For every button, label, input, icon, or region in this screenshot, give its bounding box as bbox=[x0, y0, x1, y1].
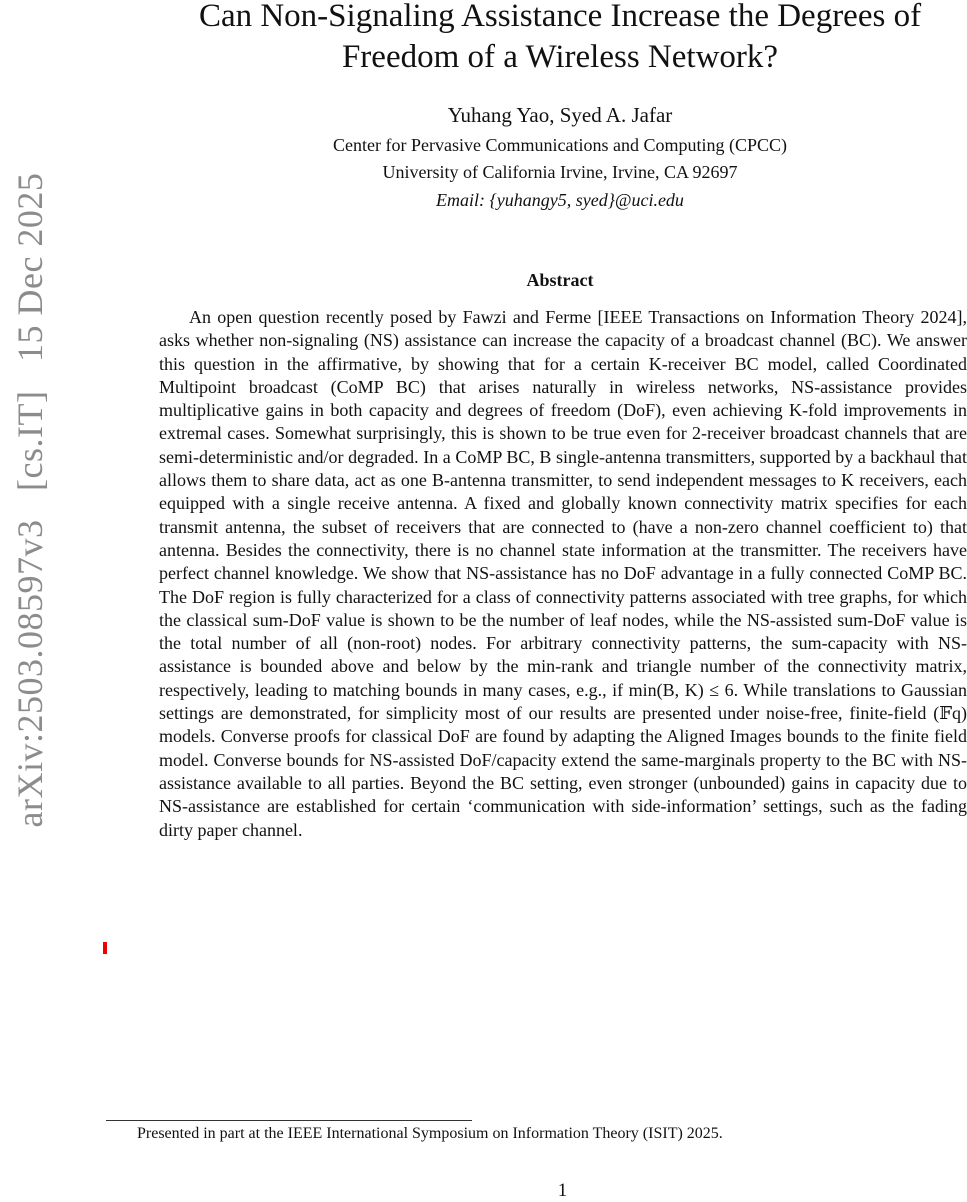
abstract-text: An open question recently posed by Fawzi and Ferme [IEEE Transactions on Information Theory 2024], asks whether non-signaling (NS) assistance can increase the capacity of a broadcast channel (BC). We answer this question in the affirmative, by showing that for a certain K-receiver BC model, called Coordinated Multipoint broadcast (CoMP BC) that arises naturally in wireless networks, NS-assistance provides multiplicative gains in both capacity and degrees of freedom (DoF), even achieving K-fold improvements in extremal cases. Somewhat surprisingly, this is shown to be true even for 2-receiver broadcast channels that are semi-deterministic and/or degraded. In a CoMP BC, B single-antenna transmitters, supported by a backhaul that allows them to share data, act as one B-antenna transmitter, to send independent messages to K receivers, each equipped with a single receive antenna. A fixed and globally known connectivity matrix specifies for each transmit antenna, the subset of receivers that are connected to (have a non-zero channel coefficient to) that antenna. Besides the connectivity, there is no channel state information at the transmitter. The receivers have perfect channel knowledge. We show that NS-assistance has no DoF advantage in a fully connected CoMP BC. The DoF region is fully characterized for a class of connectivity patterns associated with tree graphs, for which the classical sum-DoF value is shown to be the number of leaf nodes, while the NS-assisted sum-DoF value is the total number of all (non-root) nodes. For arbitrary connectivity patterns, the sum-capacity with NS-assistance is bounded above and below by the min-rank and triangle number of the connectivity matrix, respectively, leading to matching bounds in many cases, e.g., if min(B, K) ≤ 6. While translations to Gaussian settings are demonstrated, for simplicity most of our results are presented under noise-free, finite-field (𝔽q) models. Converse proofs for classical DoF are found by adapting the Aligned Images bounds to the finite field model. Converse bounds for NS-assisted DoF/capacity extend the same-marginals property to the BC with NS-assistance available to all parties. Beyond the BC setting, even stronger (unbounded) gains in capacity due to NS-assistance are established for certain ‘communication with side-information’ settings, such as the fading dirty paper channel. bbox=[159, 307, 967, 840]
red-marker bbox=[103, 942, 107, 954]
footnote-rule bbox=[106, 1120, 472, 1121]
paper-authors: Yuhang Yao, Syed A. Jafar bbox=[447, 103, 673, 127]
footnote: Presented in part at the IEEE International Symposium on Information Theory (ISIT) 2025. bbox=[137, 1125, 723, 1142]
arxiv-id: arXiv:2503.08597v3 bbox=[10, 519, 50, 828]
arxiv-identifier bbox=[9, 173, 51, 828]
abstract-heading: Abstract bbox=[526, 270, 594, 290]
paper-title: Can Non-Signaling Assistance Increase the Degrees of Freedom of a Wireless Network? bbox=[198, 0, 922, 75]
affiliation-center: Center for Pervasive Communications and Computing (CPCC) bbox=[333, 135, 787, 155]
author-email: Email: {yuhangy5, syed}@uci.edu bbox=[436, 190, 684, 210]
affiliation-university: University of California Irvine, Irvine, CA 92697 bbox=[382, 162, 738, 182]
page-number: 1 bbox=[557, 1180, 568, 1201]
arxiv-date: 15 Dec 2025 bbox=[10, 172, 50, 363]
arxiv-category: [cs.IT] bbox=[10, 390, 50, 491]
